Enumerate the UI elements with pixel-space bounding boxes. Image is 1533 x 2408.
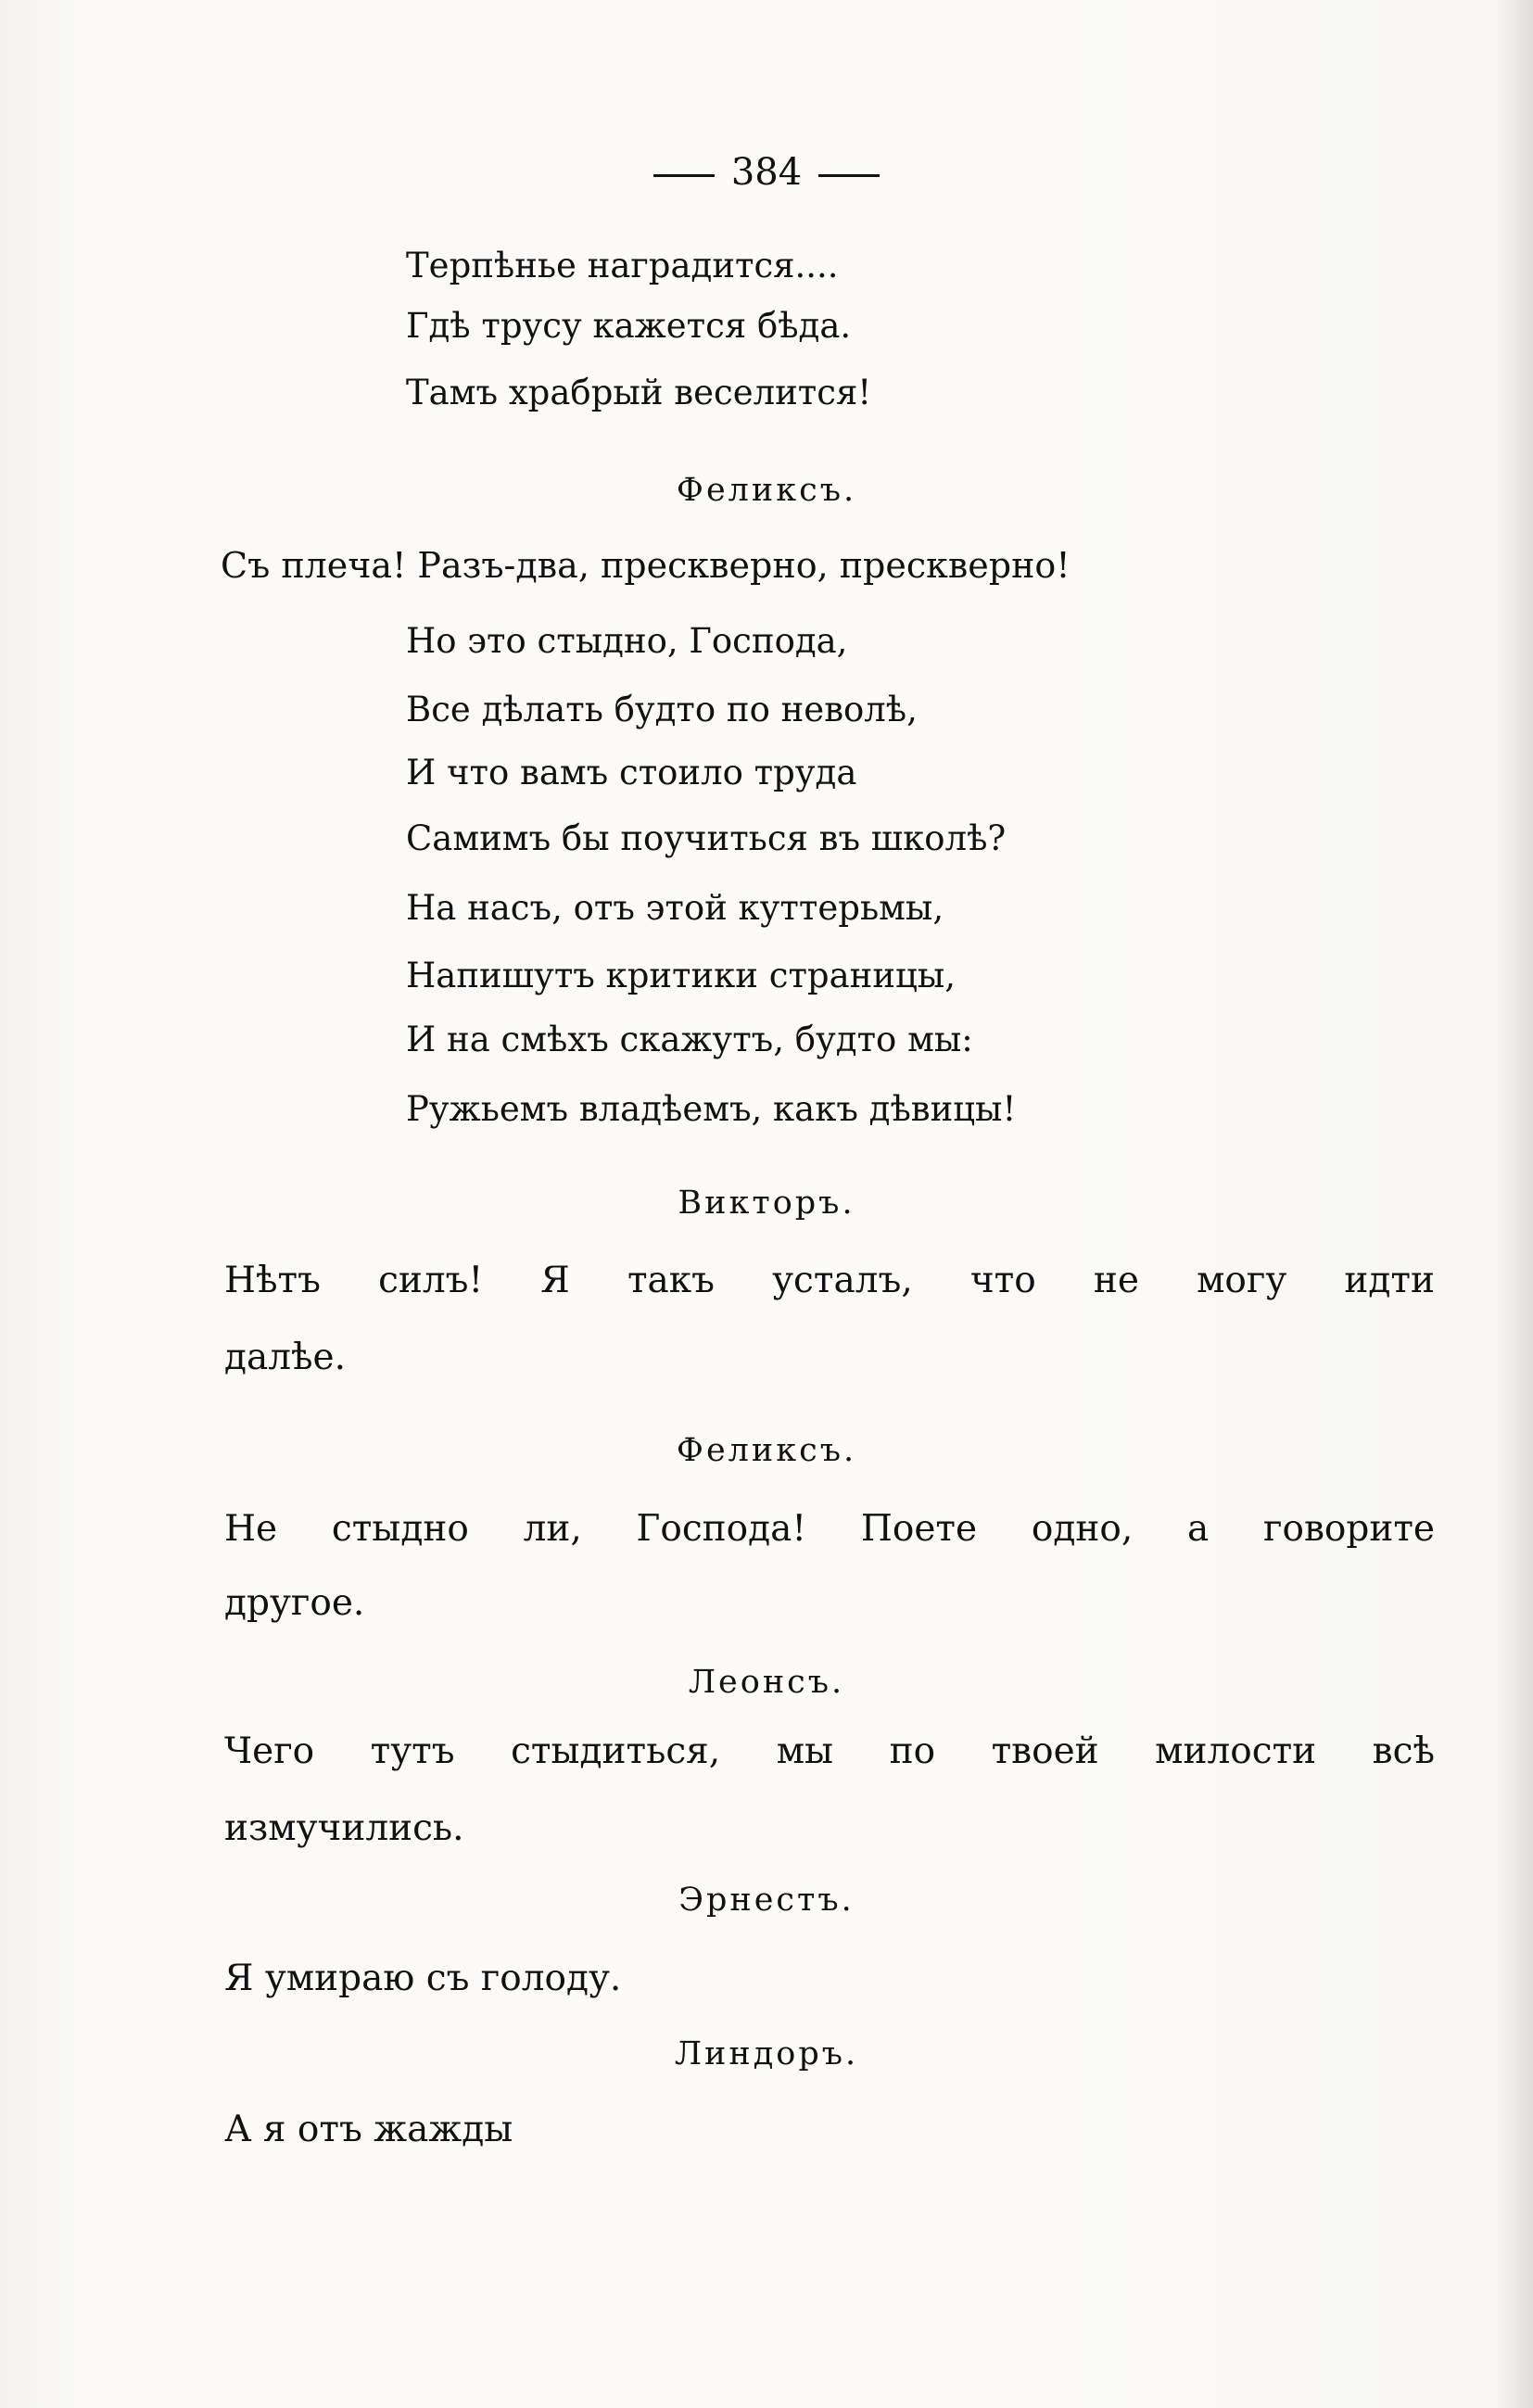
page-number-dash-right [818,174,880,177]
speaker-name: Феликсъ. [676,1432,857,1469]
speaker-name: Леонсъ. [688,1664,845,1701]
speaker-name: Викторъ. [678,1185,855,1222]
verse-line: Гдѣ трусу кажется бѣда. [406,306,852,346]
speaker-name: Феликсъ. [676,472,857,509]
prose-line: Я умираю съ голоду. [224,1958,622,1999]
prose-line: другое. [224,1582,365,1624]
prose-line: далѣе. [224,1337,347,1378]
verse-line: На насъ, отъ этой куттерьмы, [406,888,944,928]
speaker-name: Эрнестъ. [678,1882,855,1919]
page-number-dash-left [653,174,715,177]
verse-line: Все дѣлать будто по неволѣ, [406,690,918,729]
verse-line: И на смѣхъ скажутъ, будто мы: [406,1020,973,1059]
verse-line: И что вамъ стоило труда [406,753,857,792]
prose-line: Чего тутъ стыдиться, мы по твоей милости всѣ [224,1730,1435,1772]
verse-line: Съ плеча! Разъ-два, прескверно, прескверно! [221,545,1071,586]
prose-line: А я отъ жажды [224,2109,513,2150]
prose-line: измучились. [224,1807,464,1849]
speaker-name: Линдоръ. [674,2035,859,2072]
verse-line: Терпѣнье наградится.... [406,246,839,285]
verse-line: Ружьемъ владѣемъ, какъ дѣвицы! [406,1089,1017,1129]
prose-line: Нѣтъ силъ! Я такъ усталъ, что не могу идти [224,1260,1435,1301]
verse-line: Самимъ бы поучиться въ школѣ? [406,818,1007,858]
page-number-text: 384 [730,151,803,194]
page-number [0,146,1533,198]
verse-line: Тамъ храбрый веселится! [406,373,872,412]
verse-line: Напишутъ критики страницы, [406,956,956,995]
prose-line: Не стыдно ли, Господа! Поете одно, а говорите [224,1508,1435,1550]
verse-line: Но это стыдно, Господа, [406,621,848,661]
